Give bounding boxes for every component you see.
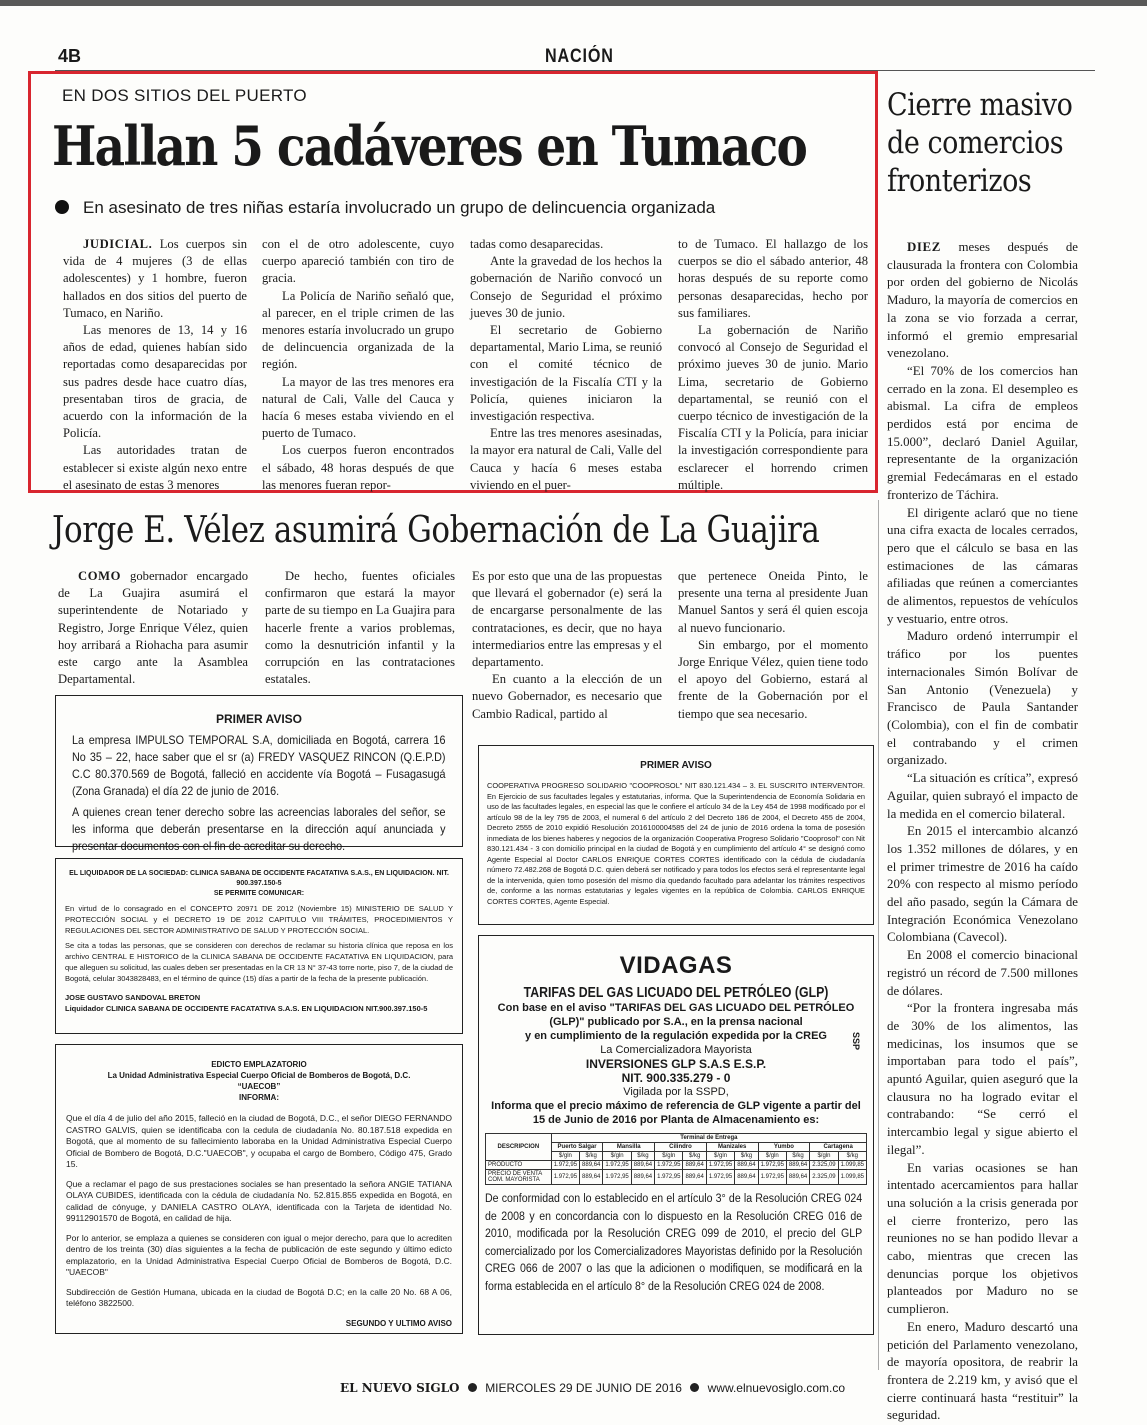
notice-title: EL LIQUIDADOR DE LA SOCIEDAD: CLINICA SABANA DE OCCIDENTE FACATATIVA S.A.S., EN LIQUIDACION. NIT. 900.397.150-5 bbox=[69, 870, 449, 887]
unit-cell: $/gln bbox=[758, 1152, 786, 1161]
paragraph: que pertenece Oneida Pinto, le presente una terna al presidente Juan Manuel Santos y será él quien escoja al nuevo funcionario. bbox=[678, 569, 868, 635]
paragraph: La Policía de Nariño señaló que, al parecer, en el triple crimen de las menores estaría involucrado un grupo de delincuencia organizada de la región. bbox=[262, 288, 454, 372]
paragraph: “Por la frontera ingresaba más de 30% de los alimentos, las medicinas, los insumos que se importaban para todo el país”, apuntó Aguilar, quien aseguró que la clausura no ha logrado evitar el contrabando: “Se cerró el intercambio legal y sigue abierto el ilegal”. bbox=[887, 1001, 1078, 1157]
notice-primer-aviso-1 bbox=[55, 695, 463, 853]
notice-body: Por lo anterior, se emplaza a quienes se consideren con igual o mejor derecho, para que lo acrediten dentro de los treinta (30) días siguientes a la fecha de publicación de este segundo y último edicto emplazatorio, en la Unidad Administrativa Especial Cuerpo Oficial de Bomberos de Bogotá, D.C. "UAECOB" bbox=[66, 1232, 452, 1277]
table-header: DESCRIPCION bbox=[486, 1134, 552, 1161]
notice-line: Informa que el precio máximo de referencia de GLP vigente a partir del 15 de Junio de 2016 por Planta de Almacenamiento es: bbox=[491, 1100, 861, 1126]
notice-body: COOPERATIVA PROGRESO SOLIDARIO "COOPROSOL" NIT 830.121.434 – 3. EL SUSCRITO INTERVENTOR. En Ejercicio de sus facultades legales y estatutarias, informa. Que la Superintendencia de Economía Solidaria en uso de las facultades legales, en especial las que le confiere el artículo 34 de la Ley 454 de 1998 modificado por el artículo 98 de la ley 795 de 2003, el numeral 6 del artículo 2 del Decreto 186 de 2004, el Decreto 455 de 2004, Decreto 2555 de 2010 expidió Resolución 2016100004585 del 24 de junio de 2016 ordena la toma de posesión inmediata de los bienes haberes y negocios de la organización Cooperativa Progreso Solidario "Cooprosol" con Nit 830.121.434 - 3 con domicilio principal en la ciudad de Bogotá y en cumplimiento del artículo 4° se designó como Agente Especial al Doctor CARLOS ENRIQUE CORTES CORTES identificado con la cédula de ciudadanía número 72.482.268 de Bogotá D.C. quien deberá ser notificado y para todos los efectos será el representante legal de la intervenida, quien tomo posesión del mismo día quedando facultado para adelantar los trámites respectivos de, conforme a las normas estatutarias y legales vigentes en la república de Colombia. CARLOS ENRIQUE CORTES CORTES, Agente Especial. bbox=[487, 781, 865, 906]
story2-column bbox=[887, 239, 1078, 1425]
lead-word: COMO bbox=[78, 569, 121, 583]
unit-cell: $/kg bbox=[683, 1152, 706, 1161]
page-footer bbox=[340, 1381, 845, 1395]
table-cell: 1.972,95 bbox=[706, 1170, 734, 1185]
story1-column-1 bbox=[63, 236, 247, 494]
unit-cell: $/gln bbox=[810, 1152, 838, 1161]
story3-column-1 bbox=[58, 568, 248, 688]
notice-body: De conformidad con lo establecido en el artículo 3° de la Resolución CREG 024 de 2008 y en concordancia con lo dispuesto en la Resolución CREG 016 de 2010, modificada por la Resolución CREG 099 de 2010, el precio del GLP comercializado por los Comercializadores Mayoristas definido por la Resolución CREG 066 de 2007 o las que la adicionen o modifiquen, se modificará en la forma establecida en el artículo 8° de la Resolución CREG 024 de 2008. bbox=[485, 1193, 863, 1293]
notice-body: Subdirección de Gestión Humana, ubicada en la ciudad de Bogotá D.C; en la calle 20 No. 68 A 06, teléfono 3822500. bbox=[66, 1286, 452, 1308]
notice-line: La Comercializadora Mayorista bbox=[600, 1044, 752, 1056]
table-cell: 889,64 bbox=[631, 1170, 654, 1185]
section-title: NACIÓN bbox=[545, 46, 614, 67]
unit-cell: $/gln bbox=[655, 1152, 683, 1161]
bullet-icon bbox=[55, 200, 69, 214]
table-cell: 889,64 bbox=[735, 1170, 758, 1185]
paragraph: “La situación es crítica”, expresó Aguilar, quien subrayó el impacto de la medida en el comercio bilateral. bbox=[887, 771, 1078, 821]
unit-cell: $/kg bbox=[580, 1152, 603, 1161]
notice-subtitle: SE PERMITE COMUNICAR: bbox=[213, 890, 305, 897]
notice-body: Que el día 4 de julio del año 2015, falleció en la ciudad de Bogotá, D.C., el señor DIEGO FERNANDO CASTRO GALVIS, quien se identificaba con la cedula de ciudadanía No. 80.187.518 expedida en Bogotá, que al momento de su fallecimiento laboraba en la Unidad Administrativa Especial Cuerpo Oficial de Bombero de Bogotá, D.C."UAECOB", y ocupaba el cargo de Bombero, Código 475, Grado 15. bbox=[66, 1113, 452, 1169]
notice-signature: JOSE GUSTAVO SANDOVAL BRETON bbox=[65, 993, 201, 1002]
notice-body: Que a reclamar el pago de sus prestaciones sociales se han presentado la señora ANGIE TATIANA OLAYA CUBIDES, identificada con la cédula de ciudadanía No. 52.815.855 expedida en Bogotá, en calidad de cónyuge, y DANIELA CASTRO OLAYA, identificada con la Tarjeta de identidad No. 99112901570 de Bogotá, en calidad de hija. bbox=[66, 1178, 452, 1223]
unit-cell: $/gln bbox=[706, 1152, 734, 1161]
page-number: 4B bbox=[58, 46, 82, 66]
table-cell: 1.972,95 bbox=[551, 1161, 579, 1170]
bullet-icon bbox=[468, 1383, 477, 1392]
paragraph: La gobernación de Nariño convocó al Consejo de Seguridad el próximo jueves 30 de junio. Mario Lima, secretario de Gobierno departamental, se reunió con el cuerpo técnico de investigación de la Fiscalía CTI y la Policía, para iniciar la investigación correspondiente para esclarecer el horrendo crimen múltiple. bbox=[678, 323, 868, 492]
table-cell: 2.325,09 bbox=[810, 1170, 838, 1185]
table-cell: 889,64 bbox=[683, 1170, 706, 1185]
table-cell: 1.972,95 bbox=[706, 1161, 734, 1170]
table-cell: 889,64 bbox=[786, 1161, 809, 1170]
table-header: Cilindro bbox=[655, 1143, 707, 1152]
notice-body: Se cita a todas las personas, que se consideren con derechos de reclamar su historia clínica que reposa en los archivo CENTRAL E HISTORICO de la CLINICA SABANA DE OCCIDENTE FACATATIVA EN LIQUIDACION, para que alleguen su solicitud, las cuales deben ser presentadas en la CR 13 N° 37-43 torre norte, piso 7, de la ciudad de Bogotá, celular 3043828483, en el término de quince (15) días a partir de la fecha de la presente publicación. bbox=[65, 941, 453, 983]
notice-primer-aviso-2 bbox=[478, 745, 874, 925]
story1-column-3 bbox=[470, 236, 662, 494]
table-cell: 1.099,85 bbox=[838, 1161, 866, 1170]
notice-line: Vigilada por la SSPD, bbox=[623, 1086, 729, 1098]
story3-headline: Jorge E. Vélez asumirá Gobernación de La Guajira bbox=[52, 510, 820, 551]
story1-column-4 bbox=[678, 236, 868, 494]
vidagas-logo: VIDAGAS bbox=[619, 952, 733, 979]
paragraph: “El 70% de los comercios han cerrado en la zona. El desempleo es abismal. La cifra de empleos perdidos está por encima de 15.000”, declaró Daniel Aguilar, representante de la organización gremial Fedecámaras en el estado fronterizo de Táchira. bbox=[887, 363, 1078, 502]
table-cell: 1.972,95 bbox=[603, 1161, 631, 1170]
paragraph: La mayor de las tres menores era natural de Cali, Valle del Cauca y hacía 6 meses estaba viviendo en el puerto de Tumaco. bbox=[262, 374, 454, 441]
row-label: PRODUCTO bbox=[486, 1161, 552, 1170]
notice-line: NIT. 900.335.279 - 0 bbox=[621, 1071, 731, 1085]
table-header: Puerto Salgar bbox=[551, 1143, 603, 1152]
table-header: Manizales bbox=[706, 1143, 758, 1152]
table-row bbox=[486, 1161, 867, 1170]
table-cell: 1.972,95 bbox=[758, 1161, 786, 1170]
story1-kicker: EN DOS SITIOS DEL PUERTO bbox=[62, 86, 307, 105]
paragraph: En cuanto a la elección de un nuevo Gobernador, es necesario que Cambio Radical, partido al bbox=[472, 672, 662, 721]
sspd-seal: SSP bbox=[850, 1031, 861, 1051]
bullet-icon bbox=[690, 1383, 699, 1392]
paragraph: Sin embargo, por el momento Jorge Enrique Vélez, quien tiene todo el apoyo del Gobierno, estará al frente de la Gobernación por el tiempo que sea necesario. bbox=[678, 637, 868, 721]
vidagas-notice bbox=[478, 935, 874, 1335]
table-cell: 1.972,95 bbox=[758, 1170, 786, 1185]
table-cell: 2.325,09 bbox=[810, 1161, 838, 1170]
table-header: Cartagena bbox=[810, 1143, 867, 1152]
paragraph bbox=[58, 568, 248, 688]
notice-body: La empresa IMPULSO TEMPORAL S.A, domiciliada en Bogotá, carrera 16 No 35 – 22, hace saber que el sr (a) FREDY VASQUEZ RINCON (Q.E.P.D) C.C 80.370.569 de Bogotá, falleció en accidente vía Bogotá – Fusagasugá (Zona Granada) el día 22 de junio de 2016. bbox=[72, 733, 446, 798]
column-divider bbox=[878, 500, 879, 1370]
paragraph bbox=[887, 239, 1078, 363]
paragraph: En 2015 el intercambio alcanzó los 1.352 millones de dólares, y en el primer trimestre de 2016 ha caído 20% con respecto al mismo período del año pasado, según la Cámara de Integración Económica Venezolano Colombiana (Cavecol). bbox=[887, 824, 1078, 945]
unit-cell: $/gln bbox=[551, 1152, 579, 1161]
table-cell: 889,64 bbox=[580, 1161, 603, 1170]
notice-title: PRIMER AVISO bbox=[640, 760, 712, 771]
table-cell: 889,64 bbox=[683, 1161, 706, 1170]
table-cell: 1.972,95 bbox=[551, 1170, 579, 1185]
table-cell: 1.099,85 bbox=[838, 1170, 866, 1185]
lead-word: DIEZ bbox=[907, 240, 941, 254]
unit-cell: $/gln bbox=[603, 1152, 631, 1161]
footer-brand: EL NUEVO SIGLO bbox=[340, 1381, 460, 1395]
story1-column-2 bbox=[262, 236, 454, 494]
paragraph: En 2008 el comercio binacional registró un récord de 7.500 millones de dólares. bbox=[887, 948, 1078, 998]
unit-cell: $/kg bbox=[735, 1152, 758, 1161]
notice-line: y en cumplimiento de la regulación expedida por la CREG bbox=[525, 1030, 827, 1042]
notice-line: Con base en el aviso "TARIFAS DEL GAS LICUADO DEL PETRÓLEO (GLP)" publicado por S.A., en la prensa nacional bbox=[497, 1002, 855, 1028]
paragraph: Maduro ordenó interrumpir el tráfico por los puentes internacionales Simón Bolívar de San Antonio (Venezuela) y Francisco de Paula Santander (Colombia), con el fin de combatir el contrabando y el crimen organizado. bbox=[887, 629, 1078, 768]
paragraph: De hecho, fuentes oficiales confirmaron que estará la mayor parte de su tiempo en La Guajira para hacerle frente a varios problemas, como la desnutrición infantil y la corrupción en las contrataciones estatales. bbox=[265, 569, 455, 687]
notice-body: A quienes crean tener derecho sobre las acreencias laborales del señor, se les informa que deberán presentarse en la dirección aquí anunciada y presentar documentos con el fin de acreditar su derecho. bbox=[72, 805, 446, 853]
top-rule bbox=[0, 0, 1147, 6]
paragraph bbox=[63, 236, 247, 322]
story1-subhead-text: En asesinato de tres niñas estaría involucrado un grupo de delincuencia organizada bbox=[83, 198, 716, 217]
notice-title: TARIFAS DEL GAS LICUADO DEL PETRÓLEO (GLP) bbox=[523, 984, 829, 1001]
paragraph: El dirigente aclaró que no tiene una cifra exacta de locales cerrados, pero que el cálculo se basa en las estimaciones de las cámaras afiliadas que reúnen a comerciantes de alimentos, repuestos de vehículos y vestuario, entre otros. bbox=[887, 505, 1078, 626]
notice-line: INVERSIONES GLP S.A.S E.S.P. bbox=[585, 1057, 767, 1071]
table-cell: 1.972,95 bbox=[655, 1161, 683, 1170]
paragraph: Los cuerpos fueron encontrados el sábado, 48 horas después de que las menores fueran repor- bbox=[262, 443, 454, 492]
paragraph: con el de otro adolescente, cuyo cuerpo apareció también con tiro de gracia. bbox=[262, 237, 454, 286]
notice-clinica bbox=[55, 858, 463, 1034]
table-header: Mansilla bbox=[603, 1143, 655, 1152]
notice-title: EDICTO EMPLAZATORIO bbox=[211, 1060, 307, 1069]
paragraph: Las autoridades tratan de establecer si existe algún nexo entre el asesinato de estas 3 menores bbox=[63, 443, 247, 492]
story1-headline: Hallan 5 cadáveres en Tumaco bbox=[52, 114, 807, 178]
story3-column-3 bbox=[472, 568, 662, 723]
notice-title: “UAECOB” bbox=[237, 1082, 281, 1091]
story3-column-4 bbox=[678, 568, 868, 723]
paragraph-text: meses después de clausurada la frontera con Colombia por orden del gobierno de Nicolás Maduro, la mayoría de comercios en la zona se vio forzada a cerrar, informó el gremio empresarial venezolano. bbox=[887, 240, 1078, 361]
paragraph: El secretario de Gobierno departamental, Mario Lima, se reunió con el comité técnico de investigación de la Fiscalía CTI y la Policía, quienes iniciaron la investigación respectiva. bbox=[470, 323, 662, 424]
footer-date: MIERCOLES 29 DE JUNIO DE 2016 bbox=[485, 1381, 682, 1395]
glp-price-table bbox=[485, 1133, 867, 1185]
notice-title: PRIMER AVISO bbox=[215, 712, 302, 726]
paragraph-text: Los cuerpos sin vida de 4 mujeres (3 de ellas adolescentes) y 1 hombre, fueron hallados en dos sitios del puerto de Tumaco, en Nariño. bbox=[63, 237, 247, 320]
notice-title: La Unidad Administrativa Especial Cuerpo Oficial de Bomberos de Bogotá, D.C. bbox=[107, 1071, 411, 1080]
table-header: Terminal de Entrega bbox=[551, 1134, 866, 1143]
lead-word: JUDICIAL. bbox=[83, 237, 153, 251]
notice-body: En virtud de lo consagrado en el CONCEPTO 20971 DE 2012 (Noviembre 15) MINISTERIO DE SALUD Y PROTECCIÓN SOCIAL y el DECRETO 19 DE 2012 CAPITULO VIII TRÁMITES, PROCEDIMIENTOS Y REGULACIONES DEL SECTOR ADMINISTRATIVO DE SALUD Y PROTECCIÓN SOCIAL. bbox=[65, 904, 453, 935]
story1-subhead bbox=[55, 198, 715, 218]
notice-footer: SEGUNDO Y ULTIMO AVISO bbox=[345, 1318, 452, 1328]
paragraph: En varias ocasiones se han intentado acercamientos para hallar una solución a la crisis generada por el cierre fronterizo, pero las reuniones no se han podido llevar a cabo, mientras que crecen las denuncias porque los objetivos planteados por Maduro no se cumplieron. bbox=[887, 1160, 1078, 1317]
table-header: Yumbo bbox=[758, 1143, 810, 1152]
paragraph: Ante la gravedad de los hechos la gobernación de Nariño convocó un Consejo de Seguridad el próximo jueves 30 de junio. bbox=[470, 254, 662, 320]
paragraph: Es por esto que una de las propuestas que llevará el gobernador (e) será la de encargarse personalmente de las contrataciones, es decir, que no haya intermediarios entre las empresas y el departamento. bbox=[472, 569, 662, 670]
story3-column-2 bbox=[265, 568, 455, 688]
paragraph-text: gobernador encargado de La Guajira asumirá el superintendente de Notariado y Registro, Jorge Enrique Vélez, quien hoy arribará a Riohacha para asumir este cargo ante la Asamblea Departamental. bbox=[58, 569, 248, 687]
table-cell: 889,64 bbox=[735, 1161, 758, 1170]
table-cell: 889,64 bbox=[631, 1161, 654, 1170]
notice-title: INFORMA: bbox=[239, 1093, 279, 1102]
story2-headline: Cierre masivo de comercios fronterizos bbox=[887, 87, 1073, 199]
paragraph: to de Tumaco. El hallazgo de los cuerpos se dio el sábado anterior, 48 horas después de su reporte como personas desaparecidas, hecho por sus familiares. bbox=[678, 237, 868, 320]
table-cell: 1.972,95 bbox=[655, 1170, 683, 1185]
paragraph: tadas como desaparecidas. bbox=[470, 237, 604, 251]
notice-signature: Liquidador CLINICA SABANA DE OCCIDENTE FACATATIVA S.A.S. EN LIQUIDACION NIT.900.397.150-5 bbox=[65, 1004, 428, 1013]
table-cell: 889,64 bbox=[786, 1170, 809, 1185]
notice-edicto bbox=[55, 1044, 463, 1334]
unit-cell: $/kg bbox=[786, 1152, 809, 1161]
table-row bbox=[486, 1170, 867, 1185]
unit-cell: $/kg bbox=[631, 1152, 654, 1161]
table-cell: 889,64 bbox=[580, 1170, 603, 1185]
paragraph: En enero, Maduro descartó una petición del Parlamento venezolano, de mayoría opositora, de reabrir la frontera de 2.219 km, y avisó que el cierre continuará hasta “restituir” la seguridad. bbox=[887, 1319, 1078, 1423]
paragraph: Las menores de 13, 14 y 16 años de edad, quienes habían sido reportadas como desaparecidas por sus padres desde hace cuatro días, presentaban tiros de gracia, de acuerdo con la información de la Policía. bbox=[63, 323, 247, 441]
table-cell: 1.972,95 bbox=[603, 1170, 631, 1185]
row-label: PRECIO DE VENTA COM. MAYORISTA bbox=[486, 1170, 552, 1185]
unit-cell: $/kg bbox=[838, 1152, 866, 1161]
paragraph: Entre las tres menores asesinadas, la mayor era natural de Cali, Valle del Cauca y hacía 6 meses estaba viviendo en el puer- bbox=[470, 426, 662, 492]
footer-url[interactable]: www.elnuevosiglo.com.co bbox=[707, 1381, 846, 1395]
